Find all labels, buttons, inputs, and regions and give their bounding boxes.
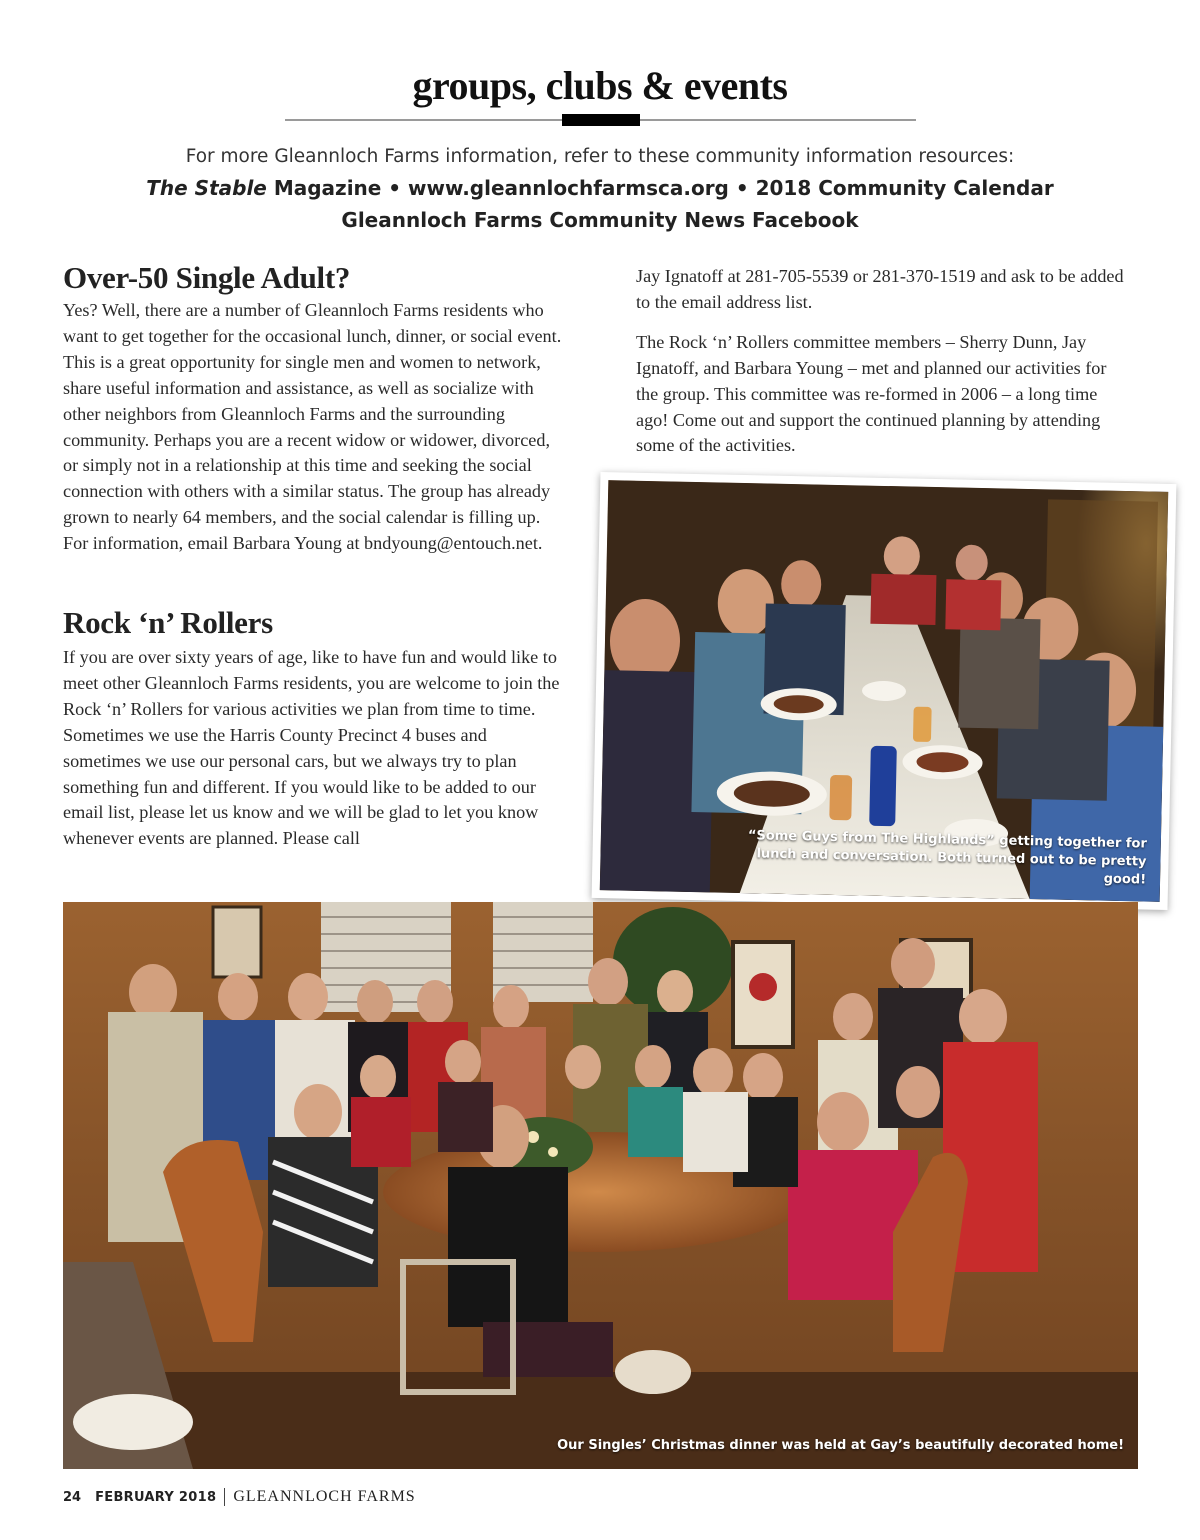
article-body-continued: Jay Ignatoff at 281-705-5539 or 281-370-1519 and ask to be added to the email address list.	[636, 266, 1124, 312]
committee-paragraph: The Rock ‘n’ Rollers committee members – Sherry Dunn, Jay Ignatoff, and Barbara Young – met and planned our activities for the group. This committee was re-formed in 2006 – a long time ago! Come out and support the continued planning by attending some of the activities.	[636, 331, 1107, 456]
article-heading: Over-50 Single Adult?	[63, 260, 351, 295]
lunch-photo-frame	[592, 472, 1177, 910]
publication-name: GLEANNLOCH FARMS	[233, 1488, 416, 1505]
resources-links: Magazine • www.gleannlochfarmsca.org • 2018 Community Calendar	[266, 176, 1054, 200]
article-body: Yes? Well, there are a number of Gleannloch Farms residents who want to get together for the occasional lunch, dinner, or social event. This is a great opportunity for single men and women to network, share useful information and assistance, as well as socialize with other neighbors from Gleannloch Farms and the surrounding community. Perhaps you are a recent widow or widower, divorced, or simply not in a relationship at this time and seeking the social connection with others with a similar status. The group has already grown to nearly 64 members, and the social calendar is filling up. For information, email Barbara Young at bndyoung@entouch.net.	[63, 300, 562, 554]
article-body: If you are over sixty years of age, like to have fun and would like to meet other Gleannloch Farms residents, you are welcome to join the Rock ‘n’ Rollers for various activities we plan from time to time. Sometimes we use the Harris County Precinct 4 buses and sometimes we use our personal cars, but we always try to plan something fun and different. If you would like to be added to our email list, please let us know and we will be glad to let you know whenever events are planned. Please call	[63, 647, 560, 849]
lunch-photo-caption: “Some Guys from The Highlands” getting together for lunch and conversation. Both turned out to be pretty good!	[747, 828, 1148, 888]
christmas-dinner-photo	[63, 902, 1138, 1469]
page-footer	[63, 1488, 416, 1506]
article-heading: Rock ‘n’ Rollers	[63, 605, 273, 640]
resources-facebook-line: Gleannloch Farms Community News Facebook	[341, 208, 859, 232]
page-number: 24	[63, 1489, 82, 1505]
article-continuation	[636, 264, 1126, 473]
article-over50	[63, 260, 568, 557]
christmas-photo-caption: Our Singles’ Christmas dinner was held at Gay’s beautifully decorated home!	[557, 1438, 1124, 1453]
section-title: groups, clubs & events	[412, 63, 788, 108]
issue-date: FEBRUARY 2018	[95, 1489, 217, 1505]
title-accent-bar	[562, 114, 640, 126]
lunch-photo	[600, 480, 1168, 902]
christmas-photo-illustration	[63, 902, 1138, 1469]
magazine-name: The Stable	[146, 176, 267, 200]
footer-divider	[224, 1488, 225, 1506]
resources-intro: For more Gleannloch Farms information, refer to these community information resources:	[185, 146, 1015, 167]
resources-links-line	[0, 176, 1200, 200]
article-rock-n-rollers	[63, 605, 568, 852]
